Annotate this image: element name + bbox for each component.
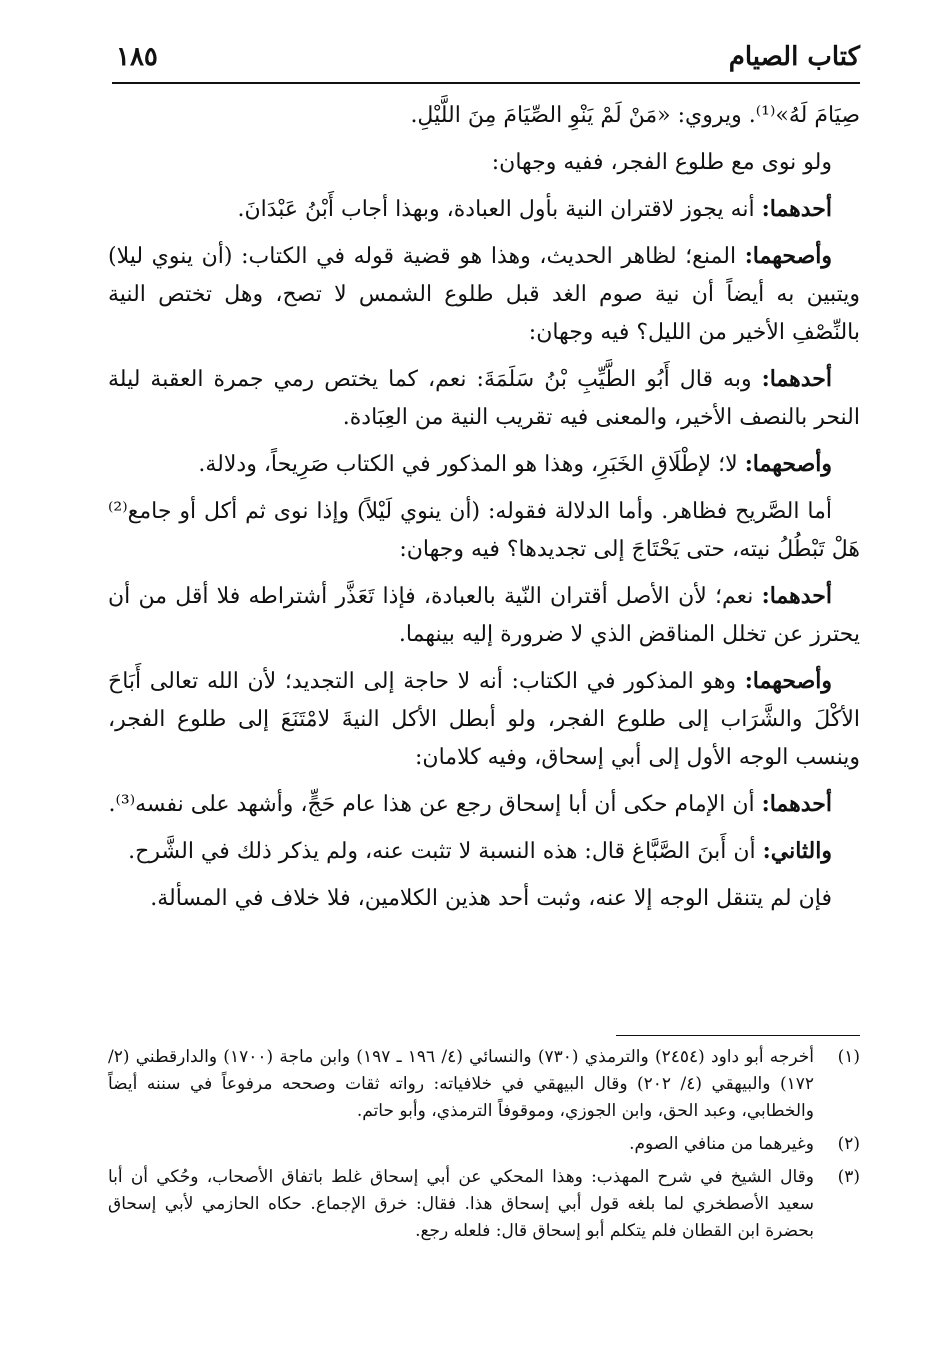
page-number: ١٨٥ [116, 42, 158, 72]
paragraph [108, 577, 860, 654]
paragraph [108, 190, 860, 229]
paragraph-lead: والثاني: [762, 838, 832, 864]
paragraph-text: أما الصَّريح فظاهر. وأما الدلالة فقوله: (أن ينوي لَيْلاً) وإذا نوى ثم أكل أو جامع⁽²⁾ هَلْ تَبْطُلُ نيته، حتى يَحْتَاجَ إلى تجديدها؟ فيه وجهان: [108, 499, 860, 562]
paragraph-lead: أحدهما: [761, 366, 832, 392]
paragraph [108, 879, 860, 918]
paragraph-lead: أحدهما: [761, 196, 832, 222]
footnote [108, 1044, 860, 1125]
footnote [108, 1164, 860, 1245]
page-header [112, 38, 860, 84]
paragraph [108, 237, 860, 352]
paragraph-lead: أحدهما: [761, 791, 832, 817]
paragraph [108, 662, 860, 777]
paragraph [108, 96, 860, 135]
chapter-title: كتاب الصيام [728, 42, 860, 72]
footnote-text: وقال الشيخ في شرح المهذب: وهذا المحكي عن أبي إسحاق غلط باتفاق الأصحاب، وحُكي أن أبا سعيد الأصطخري لما بلغه قول أبي إسحاق هذا. فقال: خرق الإجماع. حكاه الحازمي لأبي إسحاق بحضرة ابن القطان فلم يتكلم أبو إسحاق قال: فلعله رجع. [108, 1167, 814, 1241]
paragraph-lead: وأصحهما: [744, 668, 832, 694]
paragraph-text: المنع؛ لظاهر الحديث، وهذا هو قضية قوله في الكتاب: (أن ينوي ليلا) ويتبين به أيضاً أن نية صوم الغد قبل طلوع الشمس لا تصح، وهل تختص النية بالنِّصْفِ الأخير من الليل؟ فيه وجهان: [108, 244, 860, 345]
paragraph-lead: وأصحهما: [744, 451, 832, 477]
footnote-number: (١) [837, 1047, 860, 1067]
paragraph [108, 445, 860, 484]
paragraph-text: وبه قال أَبُو الطَّيِّبِ بْنُ سَلَمَةَ: نعم، كما يختص رمي جمرة العقبة ليلة النحر بالنصف الأخير، والمعنى فيه تقريب النية من العِبَادة. [108, 367, 860, 430]
paragraph-text: فإن لم يتنقل الوجه إلا عنه، وثبت أحد هذين الكلامين، فلا خلاف في المسألة. [150, 886, 832, 911]
paragraph-text: وهو المذكور في الكتاب: أنه لا حاجة إلى التجديد؛ لأن الله تعالى أَبَاحَ الأكْلَ والشَّرَاب إلى طلوع الفجر، ولو أبطل الأكل النيةَ لامْتَنَعَ إلى طلوع الفجر، وينسب الوجه الأول إلى أبي إسحاق، وفيه كلامان: [108, 669, 860, 770]
paragraph-lead: وأصحهما: [744, 243, 832, 269]
paragraph-text: نعم؛ لأن الأصل أقتران النّية بالعبادة، فإذا تَعَذَّر أشتراطه فلا أقل من أن يحترز عن تخلل المناقض الذي لا ضرورة إليه بينهما. [108, 584, 860, 647]
paragraph [108, 832, 860, 871]
paragraph-text: ولو نوى مع طلوع الفجر، ففيه وجهان: [491, 150, 832, 175]
paragraph-text: أن الإمام حكى أن أبا إسحاق رجع عن هذا عام حَجٍّ، وأشهد على نفسه⁽³⁾. [108, 792, 755, 817]
footnote [108, 1131, 860, 1158]
paragraph [108, 360, 860, 437]
paragraph-lead: أحدهما: [761, 583, 832, 609]
footnote-text: وغيرهما من منافي الصوم. [629, 1134, 814, 1154]
paragraph [108, 492, 860, 569]
footnote-number: (٣) [837, 1167, 860, 1187]
footnote-separator [616, 1035, 860, 1036]
main-text [108, 96, 860, 926]
footnotes [108, 1044, 860, 1251]
paragraph [108, 143, 860, 182]
paragraph-text: أنه يجوز لاقتران النية بأول العبادة، وبهذا أجاب أَبْنُ عَبْدَانَ. [237, 197, 755, 222]
paragraph [108, 785, 860, 824]
footnote-number: (٢) [837, 1134, 860, 1154]
paragraph-text: صِيَامَ لَهُ»⁽¹⁾. ويروي: «مَنْ لَمْ يَنْوِ الصِّيَامَ مِنَ اللَّيْلِ. [410, 103, 860, 128]
paragraph-text: لا؛ لإطْلَاقِ الخَبَرِ، وهذا هو المذكور في الكتاب صَرِيحاً، ودلالة. [198, 452, 738, 477]
footnote-text: أخرجه أبو داود (٢٤٥٤) والترمذي (٧٣٠) والنسائي (٤/ ١٩٦ ـ ١٩٧) وابن ماجة (١٧٠٠) والدارقطني (٢/ ١٧٢) والبيهقي (٤/ ٢٠٢) وقال البيهقي في خلافياته: رواته ثقات وصححه مرفوعاً في سننه أيضاً والخطابي، وعبد الحق، وابن الجوزي، وموقوفاً الترمذي، وأبو حاتم. [108, 1047, 815, 1121]
paragraph-text: أن أَبنَ الصَّبَّاغ قال: هذه النسبة لا تثبت عنه، ولم يذكر ذلك في الشَّرح. [128, 839, 756, 864]
